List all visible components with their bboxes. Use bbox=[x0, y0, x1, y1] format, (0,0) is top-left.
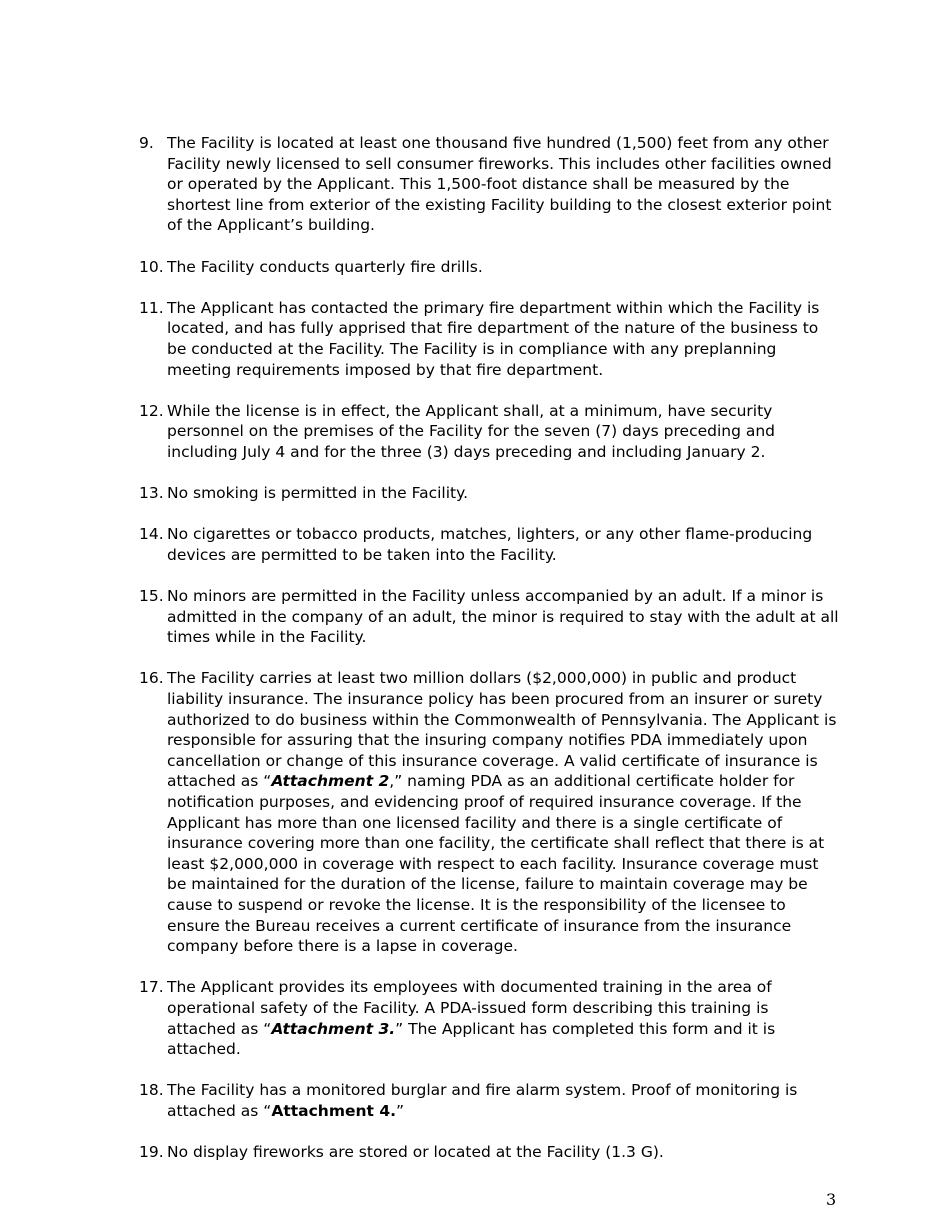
item-text: No cigarettes or tobacco products, matches, lighters, or any other flame-producing devices are permitted to be taken into the Facility. bbox=[167, 525, 813, 564]
item-text: No minors are permitted in the Facility unless accompanied by an adult. If a minor is admitted in the company of an adult, the minor is required to stay with the adult at all times while in the Facility. bbox=[167, 587, 839, 647]
item-number: 10. bbox=[139, 257, 164, 276]
item-number: 13. bbox=[139, 484, 164, 503]
list-item-training bbox=[139, 977, 839, 1059]
item-text: No display fireworks are stored or located at the Facility (1.3 G). bbox=[167, 1143, 664, 1162]
list-item bbox=[139, 257, 839, 278]
item-number: 19. bbox=[139, 1143, 164, 1162]
item-number: 11. bbox=[139, 298, 164, 317]
item-text: No smoking is permitted in the Facility. bbox=[167, 484, 469, 503]
item-number: 14. bbox=[139, 525, 164, 544]
item-text-after: ” The Applicant has completed this form and it is attached. bbox=[167, 1019, 776, 1059]
item-text: The Facility conducts quarterly fire drills. bbox=[167, 257, 483, 276]
item-number: 16. bbox=[139, 669, 164, 688]
page-number: 3 bbox=[826, 1190, 837, 1209]
list-item-alarm bbox=[139, 1080, 839, 1121]
item-text bbox=[167, 668, 839, 956]
item-text-before: The Applicant provides its employees with documented training in the area of operational safety of the Facility. A PDA-issued form describing this training is attached as “ bbox=[167, 978, 772, 1038]
item-text-before: The Facility has a monitored burglar and fire alarm system. Proof of monitoring is attached as “ bbox=[167, 1081, 798, 1120]
item-text: The Applicant has contacted the primary fire department within which the Facility is located, and has fully apprised that fire department of the nature of the business to be conducted at the Facility. The Facility is in compliance with any preplanning meeting requirements imposed by that fire department. bbox=[167, 298, 820, 379]
attachment-reference: Attachment 3. bbox=[271, 1019, 396, 1038]
attachment-reference: Attachment 2 bbox=[271, 772, 390, 791]
list-item bbox=[139, 1142, 839, 1163]
list-item bbox=[139, 586, 839, 648]
list-item bbox=[139, 401, 839, 463]
item-text: The Facility is located at least one thousand five hundred (1,500) feet from any other Facility newly licensed to sell consumer fireworks. This includes other facilities owned or operated by the Applicant. This 1,500-foot distance shall be measured by the shortest line from exterior of the existing Facility building to the closest exterior point of the Applicant’s building. bbox=[167, 134, 832, 235]
list-item bbox=[139, 524, 839, 565]
item-text-after: ,” naming PDA as an additional certificate holder for notification purposes, and evidencing proof of required insurance coverage. If the Applicant has more than one licensed facility and there is a single certificate of insurance covering more than one facility, the certificate shall reflect that there is at least $2,000,000 in coverage with respect to each facility. Insurance coverage must be maintained for the duration of the license, failure to maintain coverage may be cause to suspend or revoke the license. It is the responsibility of the licensee to ensure the Bureau receives a current certificate of insurance from the insurance company before there is a lapse in coverage. bbox=[167, 772, 825, 956]
item-number: 17. bbox=[139, 978, 164, 997]
item-number: 9. bbox=[139, 134, 154, 152]
item-number: 15. bbox=[139, 587, 164, 606]
list-item-insurance bbox=[139, 668, 839, 956]
item-text-after: ” bbox=[396, 1101, 405, 1120]
item-number: 18. bbox=[139, 1081, 164, 1100]
item-text bbox=[167, 977, 839, 1059]
item-number: 12. bbox=[139, 401, 164, 420]
item-text bbox=[167, 1080, 839, 1121]
requirements-list bbox=[139, 133, 839, 1183]
list-item bbox=[139, 133, 839, 236]
item-text: While the license is in effect, the Applicant shall, at a minimum, have security personnel on the premises of the Facility for the seven (7) days preceding and including July 4 and for the three (3) days preceding and including January 2. bbox=[167, 401, 776, 461]
list-item bbox=[139, 483, 839, 504]
list-item bbox=[139, 298, 839, 380]
attachment-reference: Attachment 4. bbox=[271, 1101, 397, 1120]
item-text-before: The Facility carries at least two million dollars ($2,000,000) in public and product liability insurance. The insurance policy has been procured from an insurer or surety authorized to do business within the Commonwealth of Pennsylvania. The Applicant is responsible for assuring that the insuring company notifies PDA immediately upon cancellation or change of this insurance coverage. A valid certificate of insurance is attached as “ bbox=[167, 669, 837, 791]
